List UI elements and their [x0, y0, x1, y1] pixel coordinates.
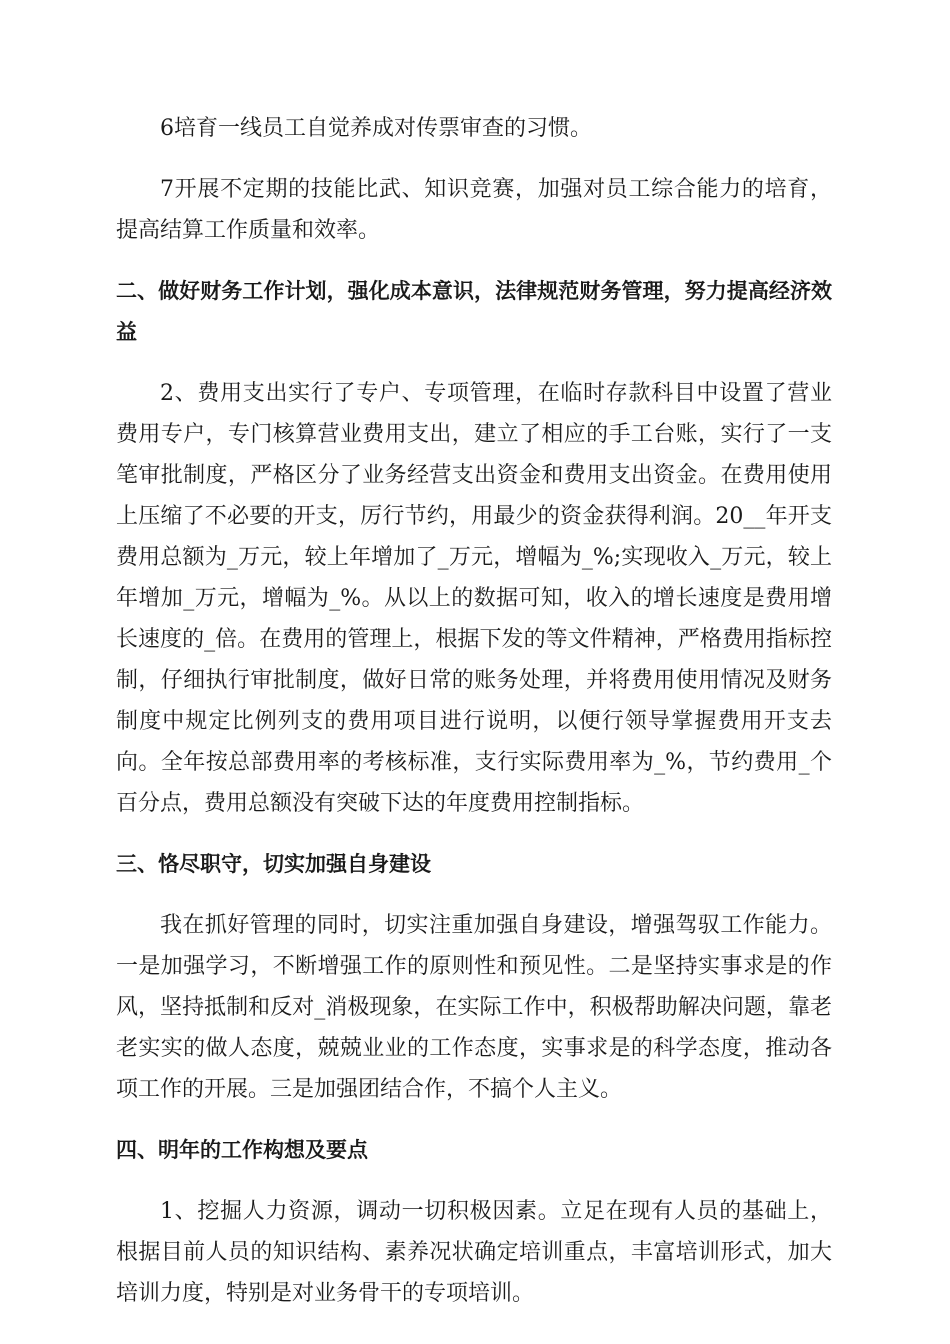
paragraph-expense-management: 2、费用支出实行了专户、专项管理，在临时存款科目中设置了营业费用专户，专门核算营业费用支出，建立了相应的手工台账，实行了一支笔审批制度，严格区分了业务经营支出资金和费用支出资金。在费用使用上压缩了不必要的开支，厉行节约，用最少的资金获得利润。20__年开支费用总额为_万元，较上年增加了_万元，增幅为_%;实现收入_万元，较上年增加_万元，增幅为_%。从以上的数据可知，收入的增长速度是费用增长速度的_倍。在费用的管理上，根据下发的等文件精神，严格费用指标控制，仔细执行审批制度，做好日常的账务处理，并将费用使用情况及财务制度中规定比例列支的费用项目进行说明，以便行领导掌握费用开支去向。全年按总部费用率的考核标准，支行实际费用率为_%，节约费用_个百分点，费用总额没有突破下达的年度费用控制指标。 [116, 381, 832, 816]
paragraph-human-resources: 1、挖掘人力资源，调动一切积极因素。立足在现有人员的基础上，根据目前人员的知识结构、素养况状确定培训重点，丰富培训形式，加大培训力度，特别是对业务骨干的专项培训。 [116, 1199, 832, 1306]
document-body [116, 108, 832, 1334]
section-heading-2: 二、做好财务工作计划，强化成本意识，法律规范财务管理，努力提高经济效益 [116, 279, 832, 344]
paragraph-item-6: 6培育一线员工自觉养成对传票审查的习惯。 [160, 116, 592, 141]
section-heading-4: 四、明年的工作构想及要点 [116, 1138, 368, 1162]
paragraph-item-7: 7开展不定期的技能比武、知识竞赛，加强对员工综合能力的培育，提高结算工作质量和效率。 [116, 177, 832, 243]
paragraph-self-development: 我在抓好管理的同时，切实注重加强自身建设，增强驾驭工作能力。一是加强学习，不断增强工作的原则性和预见性。二是坚持实事求是的作风，坚持抵制和反对_消极现象，在实际工作中，积极帮助解决问题，靠老老实实的做人态度，兢兢业业的工作态度，实事求是的科学态度，推动各项工作的开展。三是加强团结合作，不搞个人主义。 [116, 913, 832, 1102]
section-heading-3: 三、恪尽职守，切实加强自身建设 [116, 852, 431, 876]
